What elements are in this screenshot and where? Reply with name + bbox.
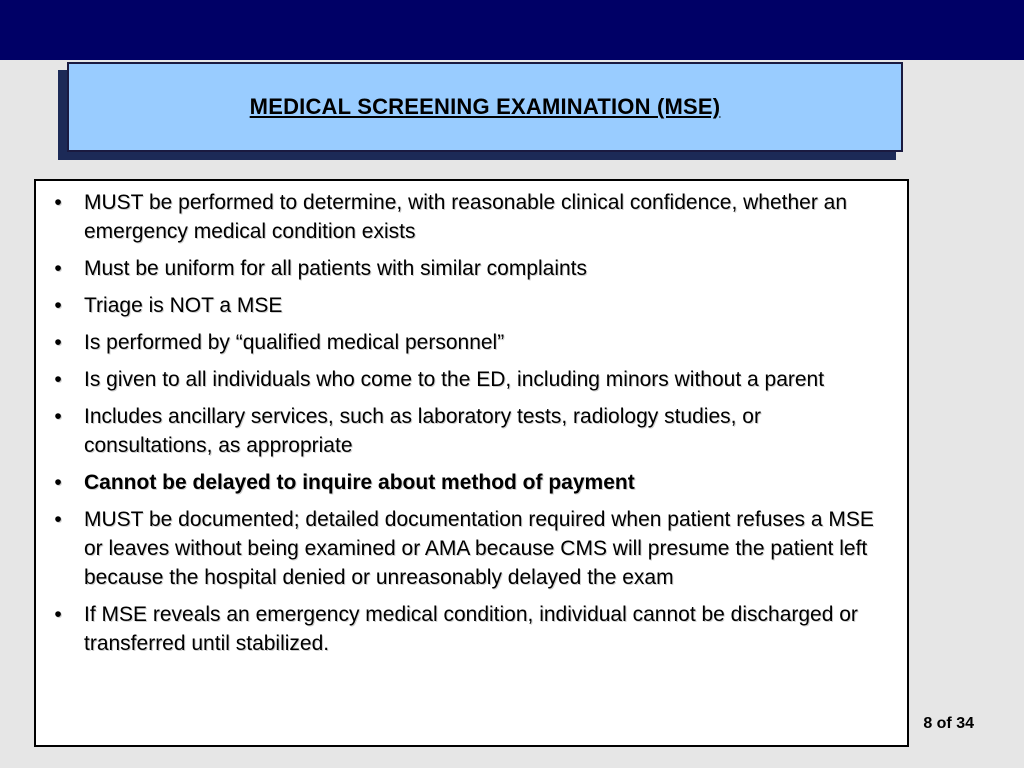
bullet-icon: •	[54, 405, 62, 428]
bullet-icon: •	[54, 191, 62, 214]
bullet-icon: •	[54, 257, 62, 280]
bullet-item	[48, 402, 889, 460]
bullet-item	[48, 600, 889, 658]
title-box	[67, 62, 903, 152]
bullet-text: If MSE reveals an emergency medical condition, individual cannot be discharged or transferred until stabilized.	[84, 603, 858, 655]
content-box	[34, 179, 909, 747]
bullet-item	[48, 188, 889, 246]
bullet-icon: •	[54, 368, 62, 391]
bullet-item	[48, 505, 889, 592]
page-number: 8 of 34	[923, 715, 974, 732]
bullet-text: Is given to all individuals who come to the ED, including minors without a parent	[84, 368, 825, 391]
bullet-text: Cannot be delayed to inquire about method of payment	[84, 471, 635, 494]
bullet-icon: •	[54, 294, 62, 317]
slide-title: MEDICAL SCREENING EXAMINATION (MSE)	[249, 94, 721, 119]
bullet-icon: •	[54, 508, 62, 531]
bullet-text: Triage is NOT a MSE	[84, 294, 283, 317]
bullet-item-emphasis	[48, 468, 889, 497]
bullet-text: Must be uniform for all patients with similar complaints	[84, 257, 588, 280]
bullet-text: MUST be documented; detailed documentation required when patient refuses a MSE or leaves without being examined or AMA because CMS will presume the patient left because the hospital denied or unreasonably delayed the exam	[84, 508, 874, 589]
bullet-text: Is performed by “qualified medical personnel”	[84, 331, 505, 354]
bullet-list	[48, 188, 889, 658]
bullet-item	[48, 328, 889, 357]
bullet-item	[48, 291, 889, 320]
bullet-icon: •	[54, 331, 62, 354]
bullet-text: MUST be performed to determine, with reasonable clinical confidence, whether an emergency medical condition exists	[84, 191, 848, 243]
bullet-text: Includes ancillary services, such as laboratory tests, radiology studies, or consultations, as appropriate	[84, 405, 761, 457]
bullet-icon: •	[54, 603, 62, 626]
bullet-icon: •	[54, 471, 62, 494]
bullet-item	[48, 254, 889, 283]
top-header-band	[0, 0, 1024, 60]
bullet-item	[48, 365, 889, 394]
